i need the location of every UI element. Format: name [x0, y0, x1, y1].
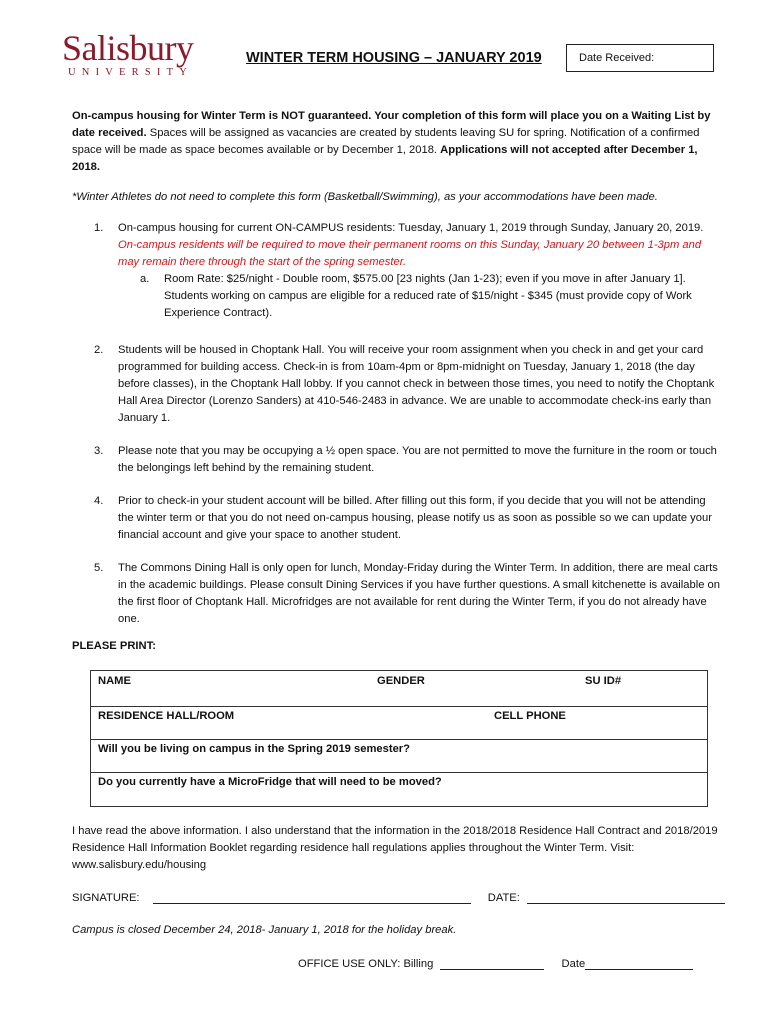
signature-line[interactable]	[153, 903, 471, 904]
list-item	[72, 560, 724, 628]
list-item	[72, 443, 724, 477]
intro-paragraph	[72, 108, 722, 176]
please-print-heading: PLEASE PRINT:	[72, 640, 156, 652]
student-info-form	[90, 670, 708, 807]
date-line[interactable]	[527, 903, 725, 904]
item-red-text: On-campus residents will be required to move their permanent rooms on this Sunday, January 20 between 1-3pm and may remain there through the start of the spring semester.	[118, 239, 702, 268]
acknowledgement-text: I have read the above information. I also understand that the information in the 2018/2018 Residence Hall Contract and 2018/2019 Residence Hall Information Booklet regarding residence hall regulations applies throughout the Winter Term. Visit: www.salisbury.edu/housing	[72, 825, 718, 871]
item-number: 1.	[94, 222, 104, 234]
cell-phone-field[interactable]: CELL PHONE	[494, 710, 566, 722]
list-item	[72, 220, 724, 322]
list-item	[72, 342, 724, 427]
name-field[interactable]: NAME	[98, 675, 131, 687]
item-text: On-campus housing for current ON-CAMPUS residents: Tuesday, January 1, 2019 through Sunday, January 20, 2019.	[118, 222, 704, 234]
list-item	[72, 493, 724, 544]
item-number: 5.	[94, 562, 104, 574]
intro-bold-tail: Applications will not accepted after December 1, 2018.	[72, 144, 698, 173]
item-number: 2.	[94, 344, 104, 356]
sub-item-text: Room Rate: $25/night - Double room, $575.00 [23 nights (Jan 1-23); even if you move in after January 1]. Students working on campus are eligible for a reduced rate of $15/night - $345 (must provide copy of Work Experience Contract).	[164, 273, 692, 319]
form-row-residence	[91, 706, 707, 740]
instructions-list	[72, 220, 724, 628]
form-row-spring	[91, 739, 707, 773]
office-use-row	[298, 958, 693, 970]
intro-body: Spaces will be assigned as vacancies are created by students leaving SU for spring. Notification of a confirmed space will be made as space becomes available or by December 1, 2018.	[72, 127, 700, 156]
office-date-label: Date	[561, 958, 586, 970]
office-use-billing-label: OFFICE USE ONLY: Billing	[298, 958, 434, 970]
form-row-name	[91, 671, 707, 707]
date-received-box[interactable]	[566, 44, 714, 72]
item-text: Students will be housed in Choptank Hall. You will receive your room assignment when you check in and get your card programmed for building access. Check-in is from 10am-4pm or 8pm-midnight on Tuesday, January 1, 2018 (the day before classes), in the Choptank Hall lobby. If you cannot check in between those times, you need to notify the Choptank Hall Area Director (Lorenzo Sanders) at 410-546-2483 in advance. We are unable to accommodate check-ins early than January 1.	[118, 344, 715, 424]
sub-item	[118, 271, 724, 322]
intro-bold-lead: On-campus housing for Winter Term is NOT guaranteed. Your completion of this form will place you on a Waiting List by date received.	[72, 110, 711, 139]
billing-line[interactable]	[440, 969, 544, 970]
item-text: The Commons Dining Hall is only open for lunch, Monday-Friday during the Winter Term. In addition, there are meal carts in the academic buildings. Please consult Dining Services if you have further questions. A small kitchenette is available on the first floor of Choptank Hall. Microfridges are not available for rent during the Winter Term, if you do not already have one.	[118, 562, 720, 625]
microfridge-question-field[interactable]: Do you currently have a MicroFridge that will need to be moved?	[98, 776, 442, 788]
office-date-line[interactable]	[585, 969, 693, 970]
item-text: Prior to check-in your student account will be billed. After filling out this form, if you decide that you will not be attending the winter term or that you do not need on-campus housing, please notify us as soon as possible so we can update your financial account and give your space to another student.	[118, 495, 712, 541]
su-id-field[interactable]: SU ID#	[585, 675, 622, 687]
date-received-label: Date Received:	[579, 52, 655, 64]
spring-question-field[interactable]: Will you be living on campus in the Spring 2019 semester?	[98, 743, 410, 755]
signature-label: SIGNATURE:	[72, 892, 140, 904]
page-title: WINTER TERM HOUSING – JANUARY 2019	[246, 50, 542, 66]
residence-hall-field[interactable]: RESIDENCE HALL/ROOM	[98, 710, 235, 722]
campus-closed-note: Campus is closed December 24, 2018- January 1, 2018 for the holiday break.	[72, 924, 457, 936]
signature-row	[72, 892, 725, 904]
item-number: 3.	[94, 445, 104, 457]
date-label: DATE:	[487, 892, 520, 904]
logo-wordmark: Salisbury	[62, 28, 194, 68]
form-row-microfridge	[91, 772, 707, 806]
logo-subtitle: UNIVERSITY	[68, 67, 193, 78]
athletes-note: *Winter Athletes do not need to complete this form (Basketball/Swimming), as your accommodations have been made.	[72, 191, 658, 203]
item-number: 4.	[94, 495, 104, 507]
university-logo	[62, 30, 212, 80]
sub-item-letter: a.	[140, 273, 150, 285]
item-text: Please note that you may be occupying a ½ open space. You are not permitted to move the furniture in the room or touch the belongings left behind by the remaining student.	[118, 445, 717, 474]
gender-field[interactable]: GENDER	[377, 675, 425, 687]
